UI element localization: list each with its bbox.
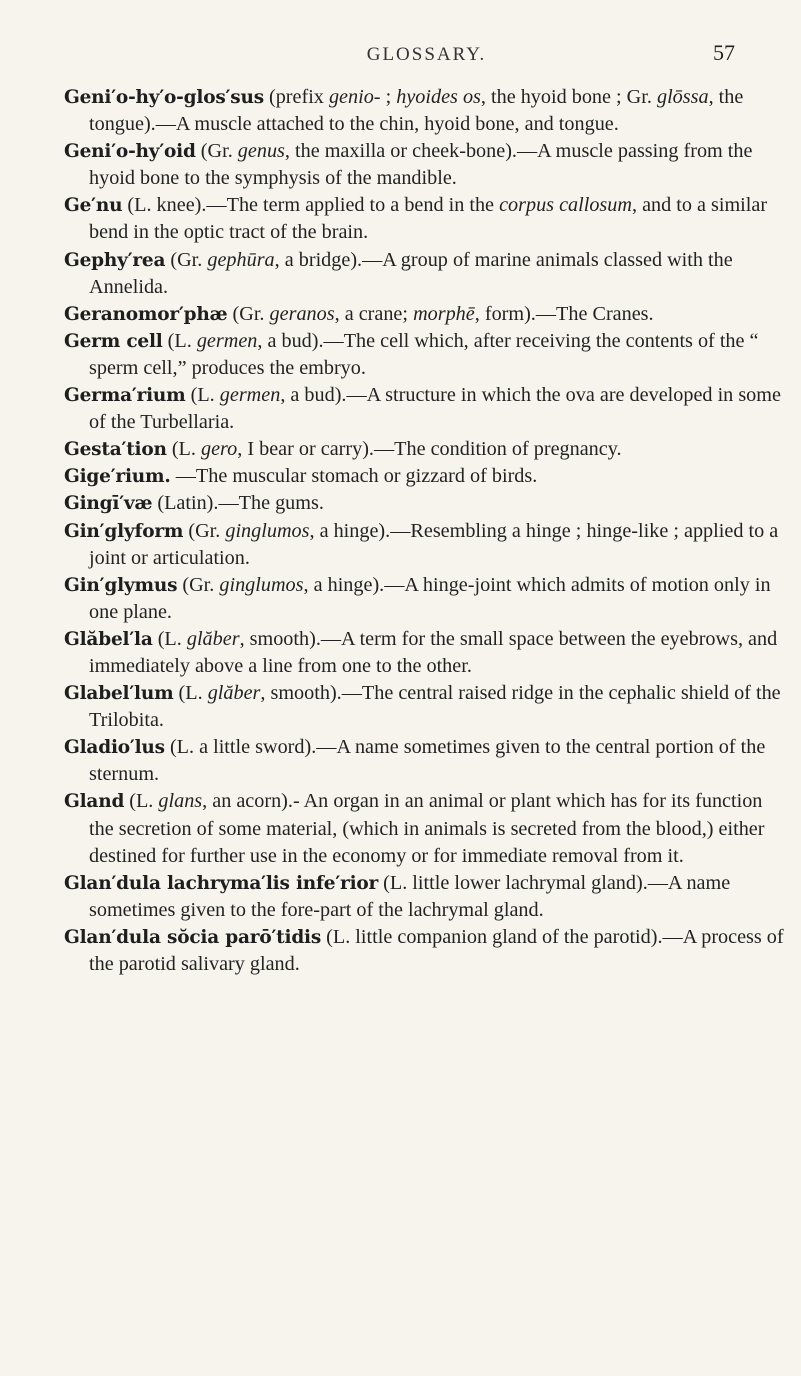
- entry-term: Geni′o-hy′o-glos′sus: [64, 87, 264, 108]
- entry-term: Glan′dula lachryma′lis infe′rior: [64, 872, 379, 894]
- entry-definition-text: , the hyoid bone ; Gr.: [480, 86, 657, 108]
- glossary-entry: [64, 680, 784, 734]
- entry-definition-text: (Gr.: [177, 573, 220, 596]
- entry-etymology-italic: geranos: [269, 302, 335, 325]
- entry-definition-text: , form).—The Cranes.: [474, 302, 654, 325]
- entry-etymology-italic: glăber: [186, 627, 240, 650]
- entry-definition-text: (L. little companion gland of the parotid).—A process of the parotid salivary gland.: [89, 925, 784, 975]
- entry-definition-text: (L.: [152, 627, 187, 650]
- entry-definition-text: , smooth).—The central raised ridge in the cephalic shield of the Trilobita.: [89, 682, 781, 732]
- entry-etymology-italic: germen: [219, 384, 281, 407]
- entry-etymology-italic: genus: [237, 140, 285, 163]
- glossary-entry: [64, 518, 784, 572]
- glossary-entry: [64, 463, 784, 490]
- entry-etymology-italic: gero: [200, 438, 238, 461]
- entry-term: Gin′glymus: [64, 574, 178, 596]
- entry-term: Glăbel′la: [64, 628, 153, 650]
- entry-etymology-italic: ginglumos: [219, 573, 304, 596]
- entry-etymology-italic: glōssa: [656, 86, 709, 108]
- entry-etymology-italic: glăber: [207, 682, 261, 705]
- entry-definition-text: (L. little lower lachrymal gland).—A name sometimes given to the fore-part of the lachrymal gland.: [89, 871, 731, 921]
- entry-definition-text: (L.: [124, 790, 159, 813]
- entry-definition-text: —The muscular stomach or gizzard of birds.: [170, 465, 538, 488]
- entry-term: Gesta′tion: [64, 439, 167, 461]
- entry-term: Geni′o-hy′oid: [64, 141, 196, 163]
- entry-etymology-italic: glans: [158, 790, 203, 813]
- entry-term: Gland: [64, 791, 125, 813]
- entry-definition-text: , I bear or carry).—The condition of pregnancy.: [237, 438, 622, 461]
- entry-definition-text: , the tongue).—A muscle attached to the chin, hyoid bone, and tongue.: [89, 86, 744, 136]
- glossary-entry: [64, 247, 784, 301]
- entry-term: Gin′glyform: [64, 520, 184, 542]
- glossary-entry: [64, 301, 784, 328]
- entry-definition-text: (Gr.: [183, 519, 226, 542]
- entry-definition-text: (L. a little sword).—A name sometimes given to the central portion of the sternum.: [89, 736, 766, 786]
- entry-definition-text: (Gr.: [165, 248, 208, 271]
- entry-definition-text: (L.: [166, 438, 201, 461]
- glossary-entry: [64, 490, 784, 517]
- entry-definition-text: , the maxilla or cheek-bone).—A muscle passing from the hyoid bone to the symphysis of the mandible.: [89, 140, 753, 190]
- glossary-entry: [64, 924, 784, 978]
- entry-etymology-italic: gephūra: [207, 248, 275, 271]
- glossary-entry: [64, 84, 784, 138]
- glossary-entry: [64, 436, 784, 463]
- entry-definition-text: , a crane;: [334, 302, 414, 325]
- entry-etymology-italic: corpus callosum: [499, 194, 632, 217]
- entry-definition-text: , a hinge).—A hinge-joint which admits of motion only in one plane.: [89, 573, 771, 623]
- entry-term: Gingī′væ: [64, 493, 153, 515]
- entry-definition-text: (Gr.: [227, 302, 270, 325]
- entry-definition-text: , a hinge).—Resembling a hinge ; hinge-like ; applied to a joint or articulation.: [89, 519, 779, 569]
- entry-definition-text: , and to a similar bend in the optic tract of the brain.: [89, 194, 768, 244]
- glossary-entries: [64, 84, 784, 978]
- glossary-entry: [64, 626, 784, 680]
- entry-definition-text: (Gr.: [195, 140, 238, 163]
- entry-definition-text: (prefix: [263, 86, 329, 108]
- glossary-entry: [64, 138, 784, 192]
- entry-definition-text: (L.: [162, 329, 197, 352]
- glossary-entry: [64, 382, 784, 436]
- glossary-entry: [64, 870, 784, 924]
- entry-etymology-italic: hyoides os: [396, 86, 481, 108]
- entry-term: Glabel′lum: [64, 683, 174, 705]
- entry-etymology-italic: ginglumos: [225, 519, 310, 542]
- glossary-entry: [64, 734, 784, 788]
- entry-definition-text: , a bud).—A structure in which the ova are developed in some of the Turbellaria.: [89, 384, 781, 434]
- entry-definition-text: , an acorn).- An organ in an animal or plant which has for its function the secretion of some material, (which in animals is secreted from the blood,) either destined for further use in the economy or for immediate removal from it.: [89, 790, 765, 867]
- entry-definition-text: (L.: [173, 682, 208, 705]
- entry-definition-text: , smooth).—A term for the small space between the eyebrows, and immediately above a line from one to the other.: [89, 627, 778, 677]
- entry-term: Germ cell: [64, 330, 163, 352]
- entry-etymology-italic: morphē: [413, 302, 475, 325]
- entry-definition-text: (L.: [185, 384, 220, 407]
- entry-term: Geranomor′phæ: [64, 303, 228, 325]
- glossary-entry: [64, 788, 784, 869]
- entry-definition-text: (L. knee).—The term applied to a bend in the: [122, 194, 500, 217]
- entry-definition-text: , a bud).—The cell which, after receiving the contents of the “ sperm cell,” produces the embryo.: [89, 329, 759, 379]
- running-title: GLOSSARY.: [366, 44, 487, 65]
- glossary-entry: [64, 572, 784, 626]
- entry-term: Gige′rium.: [64, 466, 171, 488]
- entry-definition-text: ;: [380, 86, 397, 108]
- entry-term: Glan′dula sŏcia parō′tidis: [64, 926, 322, 948]
- entry-term: Germa′rium: [64, 385, 186, 407]
- glossary-entry: [64, 328, 784, 382]
- running-head: [88, 36, 765, 66]
- entry-definition-text: , a bridge).—A group of marine animals classed with the Annelida.: [89, 248, 733, 298]
- page-number: 57: [713, 40, 735, 65]
- entry-definition-text: (Latin).—The gums.: [152, 492, 324, 515]
- entry-term: Gephy′rea: [64, 249, 166, 271]
- entry-etymology-italic: genio-: [328, 86, 381, 108]
- entry-term: Ge′nu: [64, 195, 123, 217]
- entry-term: Gladio′lus: [64, 737, 165, 759]
- entry-etymology-italic: germen: [196, 329, 258, 352]
- glossary-entry: [64, 192, 784, 246]
